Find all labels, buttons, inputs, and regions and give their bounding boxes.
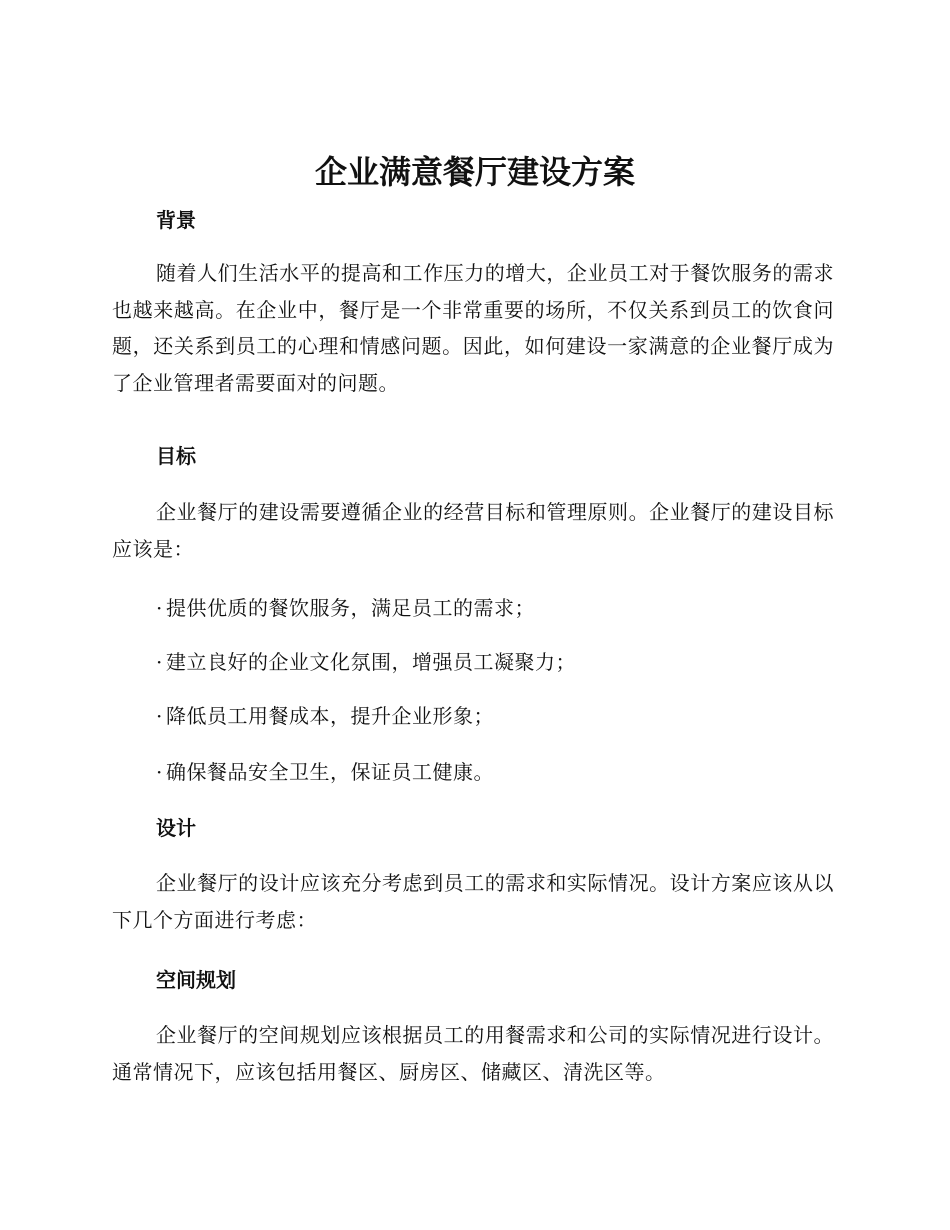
bullet-text: 确保餐品安全卫生，保证员工健康。 bbox=[166, 760, 494, 784]
paragraph-design: 企业餐厅的设计应该充分考虑到员工的需求和实际情况。设计方案应该从以下几个方面进行考虑： bbox=[112, 871, 834, 932]
bullet-text: 建立良好的企业文化氛围，增强员工凝聚力； bbox=[166, 650, 576, 674]
bullet-icon: · bbox=[156, 650, 163, 674]
goal-bullet-item bbox=[156, 648, 576, 676]
section-heading-goal: 目标 bbox=[156, 444, 196, 468]
goal-bullet-item bbox=[156, 758, 494, 786]
document-title: 企业满意餐厅建设方案 bbox=[314, 153, 635, 191]
section-heading-background: 背景 bbox=[156, 208, 196, 232]
bullet-text: 降低员工用餐成本，提升企业形象； bbox=[166, 704, 494, 728]
bullet-icon: · bbox=[156, 596, 163, 620]
paragraph-background: 随着人们生活水平的提高和工作压力的增大，企业员工对于餐饮服务的需求也越来越高。在企业中，餐厅是一个非常重要的场所，不仅关系到员工的饮食问题，还关系到员工的心理和情感问题。因此，如何建设一家满意的企业餐厅成为了企业管理者需要面对的问题。 bbox=[112, 261, 834, 395]
section-heading-space: 空间规划 bbox=[156, 968, 236, 992]
goal-bullet-item bbox=[156, 702, 494, 730]
paragraph-goal: 企业餐厅的建设需要遵循企业的经营目标和管理原则。企业餐厅的建设目标应该是： bbox=[112, 500, 834, 561]
bullet-text: 提供优质的餐饮服务，满足员工的需求； bbox=[166, 596, 535, 620]
goal-bullet-item bbox=[156, 594, 535, 622]
section-heading-design: 设计 bbox=[156, 816, 196, 840]
paragraph-space: 企业餐厅的空间规划应该根据员工的用餐需求和公司的实际情况进行设计。通常情况下，应该包括用餐区、厨房区、储藏区、清洗区等。 bbox=[112, 1023, 834, 1084]
bullet-icon: · bbox=[156, 704, 163, 728]
bullet-icon: · bbox=[156, 760, 163, 784]
